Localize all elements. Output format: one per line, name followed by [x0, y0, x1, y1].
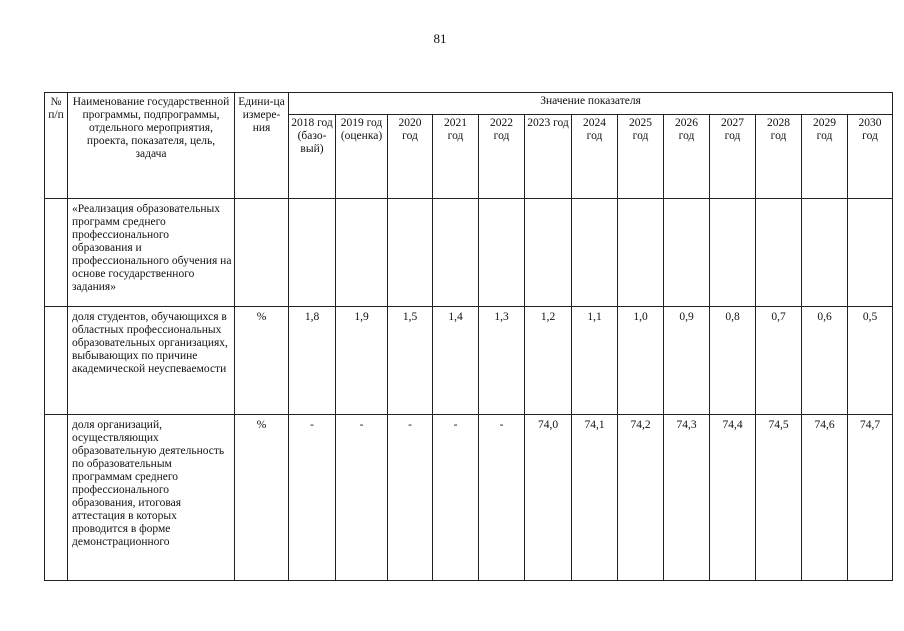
- value-cell: 0,9: [664, 307, 710, 415]
- value-cell: -: [388, 415, 433, 581]
- value-cell: 74,1: [572, 415, 618, 581]
- year-header-2019: 2019 год (оценка): [336, 115, 388, 199]
- value-cell: [433, 199, 479, 307]
- year-header-2018: 2018 год (базо-вый): [289, 115, 336, 199]
- header-unit-cell: Едини-ца измере-ния: [235, 93, 289, 199]
- year-header-2030: 2030 год: [848, 115, 893, 199]
- value-cell: [479, 199, 525, 307]
- value-cell: 1,3: [479, 307, 525, 415]
- value-cell: [525, 199, 572, 307]
- value-cell: [289, 199, 336, 307]
- indicator-table: [44, 92, 893, 581]
- value-cell: [618, 199, 664, 307]
- year-header-2024: 2024 год: [572, 115, 618, 199]
- value-cell: 1,9: [336, 307, 388, 415]
- value-cell: 0,7: [756, 307, 802, 415]
- value-cell: 1,8: [289, 307, 336, 415]
- year-header-2022: 2022 год: [479, 115, 525, 199]
- value-cell: [664, 199, 710, 307]
- row-name-cell: «Реализация образовательных программ среднего профессионального образования и профессионального обучения на основе государственного задания»: [68, 199, 235, 307]
- value-cell: -: [433, 415, 479, 581]
- value-cell: 1,0: [618, 307, 664, 415]
- row-number-cell: [45, 307, 68, 415]
- year-header-2027: 2027 год: [710, 115, 756, 199]
- value-cell: 1,2: [525, 307, 572, 415]
- value-cell: 1,4: [433, 307, 479, 415]
- value-cell: [756, 199, 802, 307]
- value-cell: [848, 199, 893, 307]
- row-unit-cell: %: [235, 415, 289, 581]
- value-cell: -: [336, 415, 388, 581]
- value-cell: [388, 199, 433, 307]
- page-number: 81: [433, 31, 447, 46]
- year-header-2021: 2021 год: [433, 115, 479, 199]
- row-number-cell: [45, 199, 68, 307]
- value-cell: 74,6: [802, 415, 848, 581]
- value-cell: 74,3: [664, 415, 710, 581]
- value-cell: [802, 199, 848, 307]
- year-header-2026: 2026 год: [664, 115, 710, 199]
- value-cell: 74,2: [618, 415, 664, 581]
- value-cell: 0,6: [802, 307, 848, 415]
- value-cell: [336, 199, 388, 307]
- value-cell: 74,0: [525, 415, 572, 581]
- row-unit-cell: %: [235, 307, 289, 415]
- year-header-2029: 2029 год: [802, 115, 848, 199]
- value-cell: 1,1: [572, 307, 618, 415]
- value-cell: 74,5: [756, 415, 802, 581]
- year-header-2028: 2028 год: [756, 115, 802, 199]
- table-row: [45, 307, 893, 415]
- row-name-cell: доля студентов, обучающихся в областных профессиональных образовательных организациях, выбывающих по причине академической неуспеваемости: [68, 307, 235, 415]
- value-cell: -: [289, 415, 336, 581]
- year-header-2023: 2023 год: [525, 115, 572, 199]
- header-number-cell: № п/п: [45, 93, 68, 199]
- table-row: [45, 415, 893, 581]
- header-values-cell: Значение показателя: [289, 93, 893, 115]
- value-cell: [710, 199, 756, 307]
- value-cell: 1,5: [388, 307, 433, 415]
- value-cell: 0,5: [848, 307, 893, 415]
- value-cell: 74,4: [710, 415, 756, 581]
- row-name-cell: доля организаций, осуществляющих образовательную деятельность по образовательным программам среднего профессионального образования, итоговая аттестация в которых проводится в форме демонстрационного: [68, 415, 235, 581]
- table-row: [45, 199, 893, 307]
- row-number-cell: [45, 415, 68, 581]
- value-cell: [572, 199, 618, 307]
- header-name-cell: Наименование государственной программы, подпрограммы, отдельного мероприятия, проекта, показателя, цель, задача: [68, 93, 235, 199]
- value-cell: 74,7: [848, 415, 893, 581]
- row-unit-cell: [235, 199, 289, 307]
- value-cell: -: [479, 415, 525, 581]
- header-row-1: [45, 93, 893, 115]
- value-cell: 0,8: [710, 307, 756, 415]
- year-header-2025: 2025 год: [618, 115, 664, 199]
- year-header-2020: 2020 год: [388, 115, 433, 199]
